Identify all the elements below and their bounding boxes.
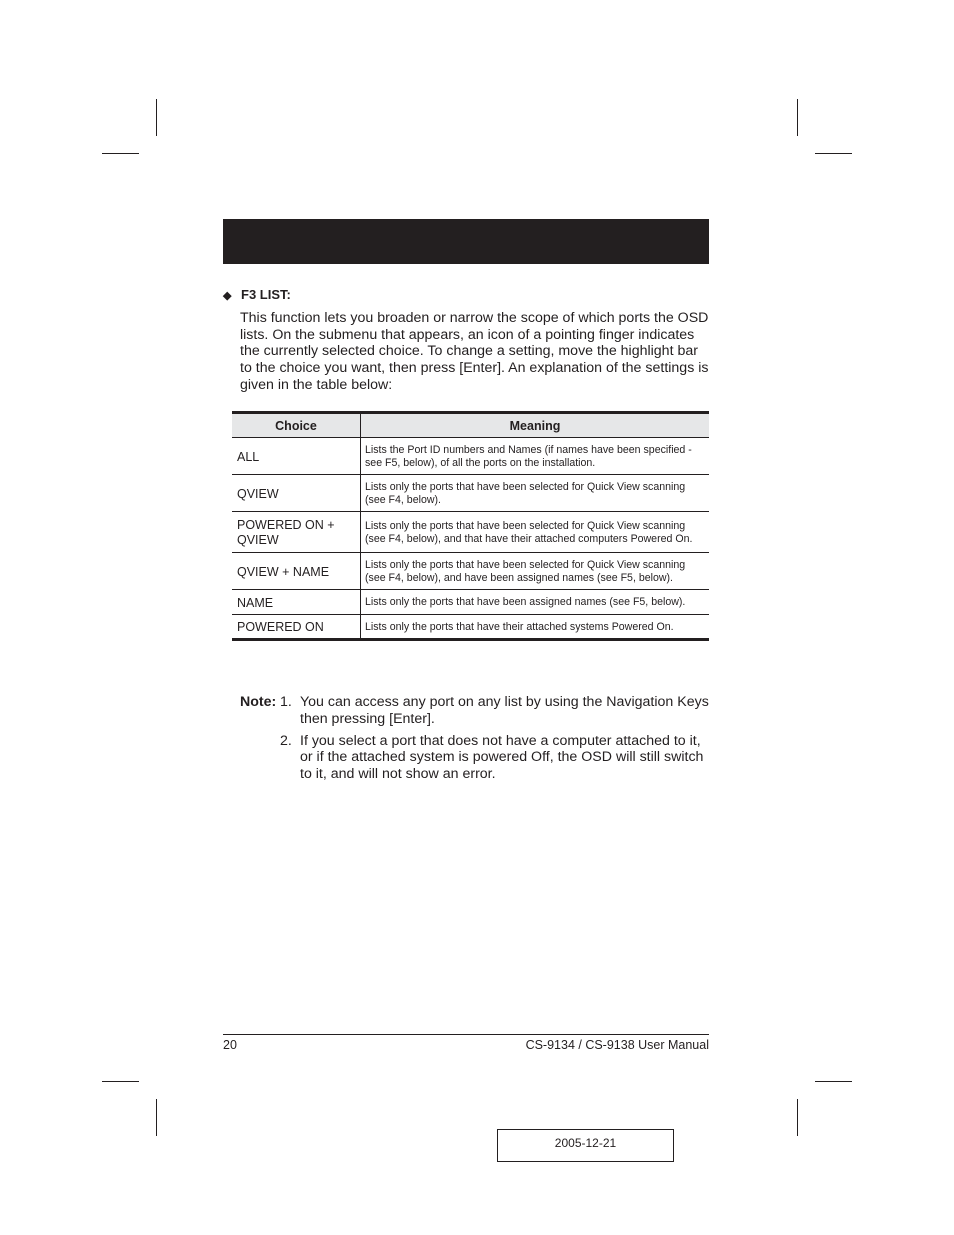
meaning-cell: Lists only the ports that have been selected for Quick View scanning (see F4, below), and have been assigned names (see F5, below). (361, 553, 710, 590)
diamond-bullet-icon: ◆ (223, 290, 232, 302)
table-row (232, 512, 709, 553)
table-row (232, 590, 709, 615)
table-row (232, 438, 709, 475)
note-block (240, 694, 712, 788)
crop-mark (815, 153, 852, 154)
choice-cell: POWERED ON (232, 615, 361, 640)
table-row (232, 475, 709, 512)
note-label: Note: (240, 694, 277, 710)
choice-cell: QVIEW (232, 475, 361, 512)
column-header-choice: Choice (232, 413, 361, 438)
crop-mark (797, 99, 798, 136)
intro-paragraph: This function lets you broaden or narrow the scope of which ports the OSD lists. On the submenu that appears, an icon of a pointing finger indicates the currently selected choice. To change a setting, move the highlight bar to the choice you want, then press [Enter]. An explanation of the settings is given in the table below: (240, 310, 709, 393)
table-header-row (232, 413, 709, 438)
table-row (232, 553, 709, 590)
settings-table (232, 411, 709, 641)
note-item (240, 733, 712, 783)
page-number: 20 (223, 1038, 237, 1052)
meaning-cell: Lists only the ports that have their attached systems Powered On. (365, 620, 674, 633)
footer-divider (223, 1034, 709, 1035)
choice-cell: POWERED ON + QVIEW (232, 512, 361, 553)
crop-mark (156, 99, 157, 136)
choice-cell: NAME (232, 590, 361, 615)
note-text: You can access any port on any list by using the Navigation Keys then pressing [Enter]. (300, 694, 709, 727)
section-heading-text: F3 LIST: (241, 287, 291, 302)
chapter-header-bar (223, 219, 709, 264)
meaning-cell: Lists only the ports that have been selected for Quick View scanning (see F4, below), and that have their attached computers Powered On. (361, 512, 710, 553)
note-text: If you select a port that does not have a computer attached to it, or if the attached system is powered Off, the OSD will still switch to it, and will not show an error. (300, 732, 704, 783)
section-heading (223, 287, 291, 304)
column-header-meaning: Meaning (361, 413, 710, 438)
crop-mark (102, 1081, 139, 1082)
crop-mark (797, 1099, 798, 1136)
choice-cell: QVIEW + NAME (232, 553, 361, 590)
crop-mark (156, 1099, 157, 1136)
note-item (240, 694, 712, 728)
table-row (232, 615, 709, 640)
meaning-cell: Lists only the ports that have been assigned names (see F5, below). (361, 590, 710, 615)
crop-mark (815, 1081, 852, 1082)
date-stamp: 2005-12-21 (497, 1129, 674, 1162)
crop-mark (102, 153, 139, 154)
meaning-cell: Lists only the ports that have been selected for Quick View scanning (see F4, below). (361, 475, 710, 512)
note-number: 2. (280, 732, 292, 749)
choice-cell: ALL (232, 438, 361, 475)
meaning-cell: Lists the Port ID numbers and Names (if names have been specified - see F5, below), of all the ports on the installation. (361, 438, 710, 475)
note-number: 1. (280, 694, 292, 710)
manual-title: CS-9134 / CS-9138 User Manual (525, 1038, 709, 1052)
